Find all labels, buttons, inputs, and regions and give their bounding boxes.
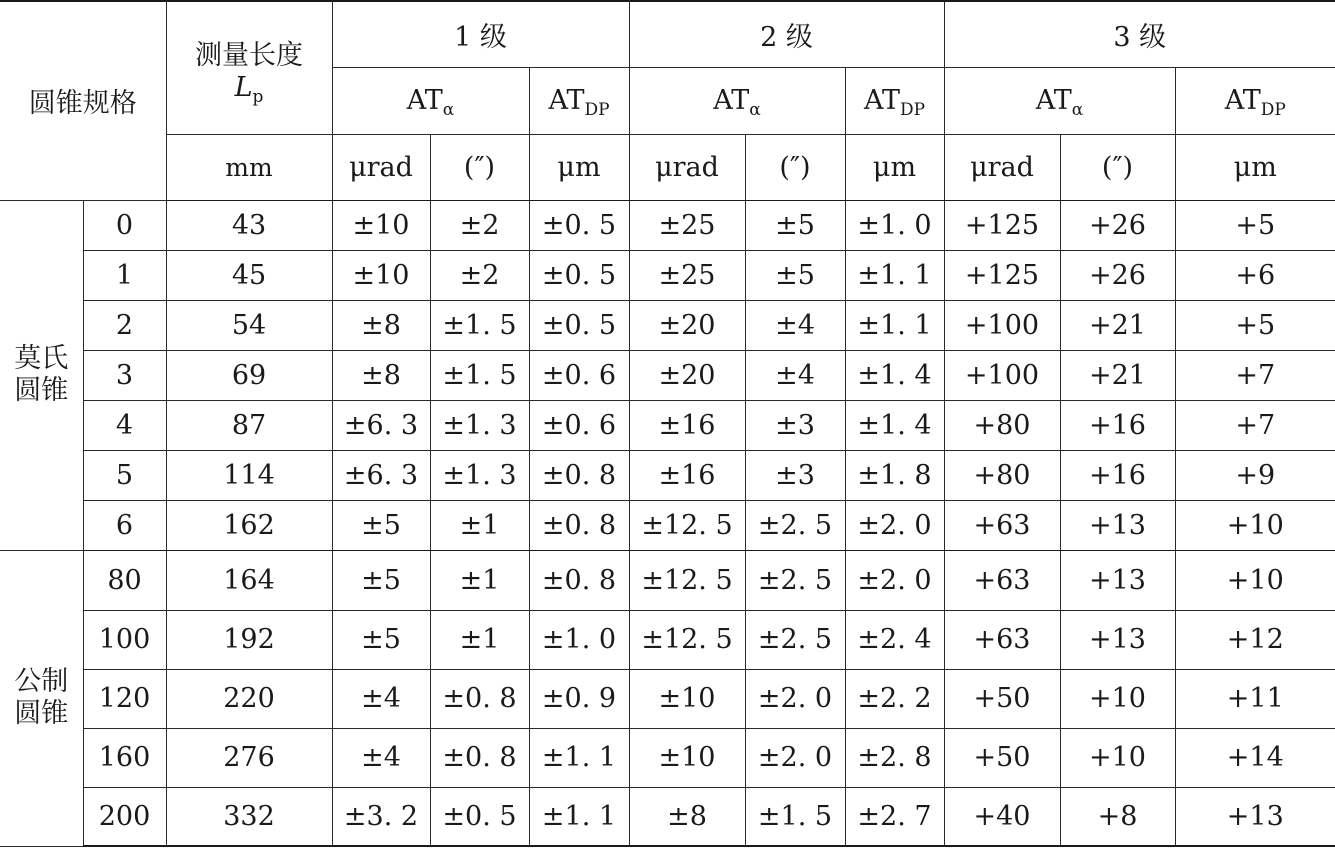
cell-g2-dp: ±1. 4 — [845, 400, 944, 450]
cell-g2-urad: ±20 — [629, 350, 745, 400]
unit-sec: (″) — [745, 134, 845, 200]
cell-lp: 87 — [166, 400, 332, 450]
cell-g3-urad: +63 — [944, 500, 1060, 550]
table-row — [0, 200, 1335, 250]
table-body — [0, 200, 1335, 846]
group-label-line2: 圆锥 — [14, 698, 69, 729]
cell-g1-sec: ±1 — [430, 500, 529, 550]
cell-g1-sec: ±1 — [430, 610, 529, 669]
cell-g1-dp: ±0. 9 — [529, 669, 629, 728]
cell-g2-dp: ±1. 8 — [845, 450, 944, 500]
table-row — [0, 400, 1335, 450]
table-row — [0, 669, 1335, 728]
cell-g1-urad: ±5 — [332, 550, 430, 610]
cell-g2-sec: ±2. 5 — [745, 500, 845, 550]
cell-g3-urad: +63 — [944, 610, 1060, 669]
cell-lp: 332 — [166, 787, 332, 846]
cell-g2-dp: ±2. 7 — [845, 787, 944, 846]
cell-g3-sec: +21 — [1060, 300, 1175, 350]
cone-size: 6 — [83, 500, 166, 550]
cell-g2-urad: ±16 — [629, 400, 745, 450]
cell-lp: 43 — [166, 200, 332, 250]
cell-g1-urad: ±4 — [332, 728, 430, 787]
cone-size: 2 — [83, 300, 166, 350]
cone-size: 4 — [83, 400, 166, 450]
cell-g3-sec: +13 — [1060, 610, 1175, 669]
cell-g2-sec: ±2. 5 — [745, 550, 845, 610]
unit-sec: (″) — [1060, 134, 1175, 200]
cell-g1-urad: ±5 — [332, 500, 430, 550]
cell-g1-dp: ±0. 8 — [529, 450, 629, 500]
cell-g3-sec: +13 — [1060, 500, 1175, 550]
cell-g2-dp: ±1. 1 — [845, 300, 944, 350]
grade-3-at-dp — [1175, 67, 1335, 134]
cell-lp: 114 — [166, 450, 332, 500]
cell-g1-sec: ±1. 5 — [430, 300, 529, 350]
at-main: AT — [713, 85, 750, 116]
cell-g3-sec: +16 — [1060, 450, 1175, 500]
at-main: AT — [863, 85, 900, 116]
grade-2-at-alpha — [629, 67, 845, 134]
header-row-units — [0, 134, 1335, 200]
cell-g1-sec: ±1. 5 — [430, 350, 529, 400]
cell-g3-urad: +40 — [944, 787, 1060, 846]
cell-lp: 69 — [166, 350, 332, 400]
cell-g1-urad: ±3. 2 — [332, 787, 430, 846]
cell-g3-dp: +10 — [1175, 500, 1335, 550]
cell-g1-dp: ±0. 5 — [529, 300, 629, 350]
cell-g3-dp: +12 — [1175, 610, 1335, 669]
cell-g2-sec: ±2. 5 — [745, 610, 845, 669]
table-row — [0, 500, 1335, 550]
cell-g1-urad: ±8 — [332, 300, 430, 350]
cone-size: 3 — [83, 350, 166, 400]
cell-g2-dp: ±2. 4 — [845, 610, 944, 669]
cell-g3-urad: +80 — [944, 400, 1060, 450]
length-header-label: 测量长度 — [195, 39, 303, 71]
header-row-grades — [0, 1, 1335, 67]
unit-sec: (″) — [430, 134, 529, 200]
cell-g1-urad: ±10 — [332, 250, 430, 300]
cell-g3-urad: +100 — [944, 350, 1060, 400]
cell-g2-sec: ±5 — [745, 250, 845, 300]
cell-g2-urad: ±12. 5 — [629, 610, 745, 669]
cell-g1-dp: ±1. 1 — [529, 787, 629, 846]
cell-g3-sec: +13 — [1060, 550, 1175, 610]
cell-lp: 162 — [166, 500, 332, 550]
cell-g2-sec: ±4 — [745, 350, 845, 400]
cell-g2-dp: ±1. 4 — [845, 350, 944, 400]
length-header — [166, 1, 332, 134]
cell-g2-urad: ±8 — [629, 787, 745, 846]
cell-g3-urad: +63 — [944, 550, 1060, 610]
cell-g1-sec: ±1. 3 — [430, 450, 529, 500]
cell-g2-urad: ±16 — [629, 450, 745, 500]
cell-g3-sec: +26 — [1060, 250, 1175, 300]
table-row — [0, 350, 1335, 400]
cell-g3-sec: +21 — [1060, 350, 1175, 400]
cell-g1-sec: ±0. 8 — [430, 728, 529, 787]
cell-lp: 220 — [166, 669, 332, 728]
at-dp-sub: DP — [1260, 100, 1286, 120]
cell-g3-sec: +10 — [1060, 728, 1175, 787]
length-symbol-sub: p — [252, 86, 264, 107]
cell-g1-sec: ±2 — [430, 200, 529, 250]
table-row — [0, 300, 1335, 350]
unit-urad: μrad — [944, 134, 1060, 200]
unit-um: μm — [529, 134, 629, 200]
cell-g2-sec: ±4 — [745, 300, 845, 350]
cell-g3-dp: +6 — [1175, 250, 1335, 300]
cell-g2-dp: ±2. 0 — [845, 500, 944, 550]
cell-g3-urad: +100 — [944, 300, 1060, 350]
group-label-line1: 公制 — [14, 665, 69, 697]
cone-size: 160 — [83, 728, 166, 787]
cell-g2-dp: ±2. 0 — [845, 550, 944, 610]
cell-g2-urad: ±12. 5 — [629, 550, 745, 610]
cell-g1-sec: ±0. 5 — [430, 787, 529, 846]
cell-g3-dp: +7 — [1175, 400, 1335, 450]
grade-1-header: 1 级 — [332, 1, 629, 67]
cone-size: 120 — [83, 669, 166, 728]
cell-g2-dp: ±2. 2 — [845, 669, 944, 728]
at-dp-sub: DP — [584, 100, 610, 120]
cell-g1-dp: ±0. 8 — [529, 500, 629, 550]
cell-g1-urad: ±10 — [332, 200, 430, 250]
grade-3-at-alpha — [944, 67, 1175, 134]
cell-g3-sec: +10 — [1060, 669, 1175, 728]
cell-lp: 45 — [166, 250, 332, 300]
cell-g1-sec: ±0. 8 — [430, 669, 529, 728]
grade-3-header: 3 级 — [944, 1, 1335, 67]
cell-g2-sec: ±1. 5 — [745, 787, 845, 846]
cell-lp: 164 — [166, 550, 332, 610]
cell-g1-dp: ±0. 6 — [529, 400, 629, 450]
length-symbol-main: L — [234, 71, 253, 103]
cone-size: 80 — [83, 550, 166, 610]
unit-um: μm — [845, 134, 944, 200]
cell-g1-dp: ±0. 5 — [529, 200, 629, 250]
cell-g2-sec: ±2. 0 — [745, 669, 845, 728]
cell-g1-sec: ±1 — [430, 550, 529, 610]
cell-g3-dp: +13 — [1175, 787, 1335, 846]
cell-g3-urad: +125 — [944, 250, 1060, 300]
length-symbol — [167, 71, 332, 107]
group-label — [0, 550, 83, 846]
cell-g1-dp: ±1. 0 — [529, 610, 629, 669]
cell-g1-urad: ±6. 3 — [332, 400, 430, 450]
cell-g2-urad: ±10 — [629, 669, 745, 728]
table-row — [0, 550, 1335, 610]
cell-g3-urad: +50 — [944, 728, 1060, 787]
group-label-line2: 圆锥 — [14, 375, 69, 406]
cell-g3-sec: +8 — [1060, 787, 1175, 846]
cone-size: 1 — [83, 250, 166, 300]
cell-g1-dp: ±0. 5 — [529, 250, 629, 300]
unit-um: μm — [1175, 134, 1335, 200]
cell-g2-urad: ±12. 5 — [629, 500, 745, 550]
group-label-line1: 莫氏 — [14, 342, 69, 374]
cell-g3-sec: +16 — [1060, 400, 1175, 450]
at-alpha-sub: α — [749, 100, 761, 120]
cell-g1-dp: ±1. 1 — [529, 728, 629, 787]
cell-lp: 192 — [166, 610, 332, 669]
cell-g3-dp: +10 — [1175, 550, 1335, 610]
cell-g2-dp: ±2. 8 — [845, 728, 944, 787]
cell-g1-urad: ±4 — [332, 669, 430, 728]
cell-g3-sec: +26 — [1060, 200, 1175, 250]
unit-urad: μrad — [332, 134, 430, 200]
cell-g2-sec: ±3 — [745, 400, 845, 450]
at-main: AT — [406, 85, 443, 116]
grade-2-header: 2 级 — [629, 1, 944, 67]
cell-g1-urad: ±6. 3 — [332, 450, 430, 500]
table-row — [0, 787, 1335, 846]
cone-size: 0 — [83, 200, 166, 250]
cell-g1-sec: ±2 — [430, 250, 529, 300]
cell-lp: 54 — [166, 300, 332, 350]
table-row — [0, 728, 1335, 787]
cell-g3-urad: +80 — [944, 450, 1060, 500]
cell-g2-dp: ±1. 0 — [845, 200, 944, 250]
at-main: AT — [548, 85, 585, 116]
cell-g3-dp: +5 — [1175, 200, 1335, 250]
grade-2-at-dp — [845, 67, 944, 134]
cell-g2-urad: ±10 — [629, 728, 745, 787]
table-row — [0, 250, 1335, 300]
table-row — [0, 610, 1335, 669]
at-dp-sub: DP — [899, 100, 926, 120]
cell-g2-sec: ±5 — [745, 200, 845, 250]
cell-g2-urad: ±25 — [629, 200, 745, 250]
at-alpha-sub: α — [1071, 100, 1084, 120]
cell-g2-urad: ±20 — [629, 300, 745, 350]
cell-g3-dp: +11 — [1175, 669, 1335, 728]
unit-mm: mm — [166, 134, 332, 200]
cell-g1-sec: ±1. 3 — [430, 400, 529, 450]
cell-g2-sec: ±3 — [745, 450, 845, 500]
cell-g3-dp: +7 — [1175, 350, 1335, 400]
cone-size: 100 — [83, 610, 166, 669]
grade-1-at-dp — [529, 67, 629, 134]
cell-g1-dp: ±0. 8 — [529, 550, 629, 610]
at-alpha-sub: α — [442, 100, 455, 120]
spec-header: 圆锥规格 — [0, 1, 166, 200]
cell-g1-urad: ±8 — [332, 350, 430, 400]
group-label — [0, 200, 83, 550]
cell-g2-sec: ±2. 0 — [745, 728, 845, 787]
unit-urad: μrad — [629, 134, 745, 200]
cell-g3-urad: +125 — [944, 200, 1060, 250]
cell-g1-urad: ±5 — [332, 610, 430, 669]
cell-lp: 276 — [166, 728, 332, 787]
table-row — [0, 450, 1335, 500]
at-main: AT — [1035, 85, 1072, 116]
cell-g3-dp: +5 — [1175, 300, 1335, 350]
cell-g3-dp: +14 — [1175, 728, 1335, 787]
cell-g1-dp: ±0. 6 — [529, 350, 629, 400]
cell-g3-urad: +50 — [944, 669, 1060, 728]
cone-size: 5 — [83, 450, 166, 500]
at-main: AT — [1224, 85, 1261, 116]
cell-g2-urad: ±25 — [629, 250, 745, 300]
cell-g3-dp: +9 — [1175, 450, 1335, 500]
grade-1-at-alpha — [332, 67, 529, 134]
cell-g2-dp: ±1. 1 — [845, 250, 944, 300]
cone-size: 200 — [83, 787, 166, 846]
